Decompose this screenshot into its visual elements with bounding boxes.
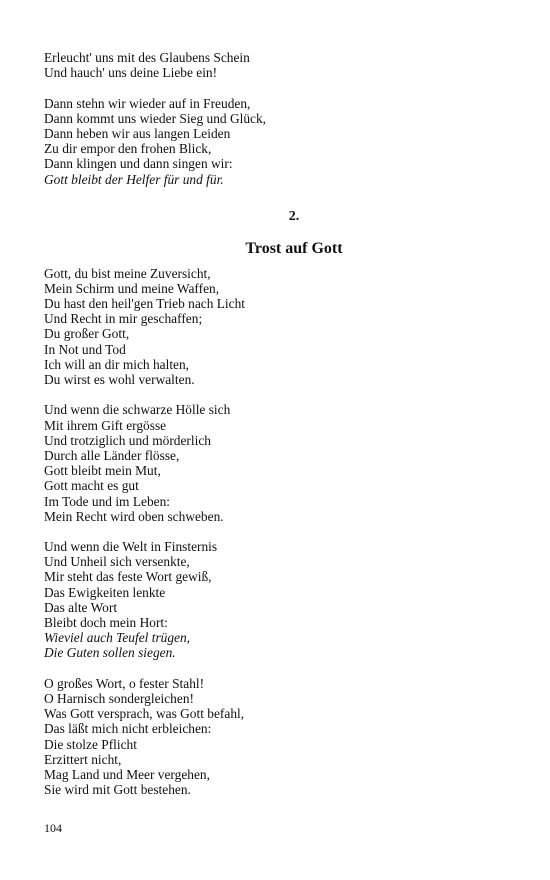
verse-line: Dann heben wir aus langen Leiden [44,125,231,141]
verse-line: Das läßt mich nicht erbleichen: [44,721,212,737]
verse-line: Und wenn die schwarze Hölle sich [44,402,231,418]
verse-line: Mag Land und Meer vergehen, [44,766,210,782]
verse-line: Wieviel auch Teufel trügen, [44,630,191,646]
verse-line: Was Gott versprach, was Gott befahl, [44,706,245,722]
verse-line: Im Tode und im Leben: [44,493,171,509]
verse-line: Du hast den heil'gen Trieb nach Licht [44,296,246,312]
verse-line: Gott bleibt mein Mut, [44,463,161,479]
stanza [44,266,510,388]
verse-line: Dann klingen und dann singen wir: [44,156,233,172]
verse-line: Mein Recht wird oben schweben. [44,508,224,524]
verse-line: O Harnisch sondergleichen! [44,690,194,706]
verse-line: Mit ihrem Gift ergösse [44,417,167,433]
verse-line: Mein Schirm und meine Waffen, [44,280,220,296]
verse-line: Zu dir empor den frohen Blick, [44,141,212,157]
verse-line: Und Unheil sich versenkte, [44,554,190,570]
verse-line: Bleibt doch mein Hort: [44,615,168,630]
verse-line: Du großer Gott, [44,326,130,342]
verse-line: Dann kommt uns wieder Sieg und Glück, [44,110,267,126]
section-number: 2. [288,208,300,224]
poem-trost-auf-gott [44,266,510,798]
verse-line: Die Guten sollen siegen. [44,645,176,661]
page-number: 104 [44,821,62,835]
verse-line: Gott bleibt der Helfer für und für. [44,171,224,187]
stanza-gap [44,80,510,95]
verse-line: Das alte Wort [44,599,118,615]
verse-line: Gott, du bist meine Zuversicht, [44,265,211,281]
verse-line: Und trotziglich und mörderlich [44,432,211,448]
verse-line: Du wirst es wohl verwalten. [44,372,195,387]
verse-line: Und wenn die Welt in Finsternis [44,539,218,555]
verse-line: Das Ewigkeiten lenkte [44,584,166,600]
stanza [44,539,510,661]
stanza-gap [44,524,510,539]
verse-line: Sie wird mit Gott bestehen. [44,782,191,798]
stanza-gap [44,661,510,676]
stanza-gap [44,387,510,402]
page-body [44,50,510,797]
stanza [44,50,510,80]
verse-line: Und hauch' uns deine Liebe ein! [44,65,218,81]
stanza [44,402,510,524]
stanza [44,676,510,798]
poem-before-section [44,50,510,187]
verse-line: Dann stehn wir wieder auf in Freuden, [44,95,251,111]
verse-line: Mir steht das feste Wort gewiß, [44,569,212,585]
verse-line: O großes Wort, o fester Stahl! [44,675,205,691]
verse-line: In Not und Tod [44,341,126,357]
verse-line: Erzittert nicht, [44,751,122,767]
verse-line: Gott macht es gut [44,478,139,494]
section-title: Trost auf Gott [245,239,343,257]
verse-line: Erleucht' uns mit des Glaubens Schein [44,50,250,65]
verse-line: Ich will an dir mich halten, [44,356,190,372]
verse-line: Durch alle Länder flösse, [44,447,180,463]
verse-line: Und Recht in mir geschaffen; [44,311,203,327]
stanza [44,96,510,187]
verse-line: Die stolze Pflicht [44,736,137,752]
